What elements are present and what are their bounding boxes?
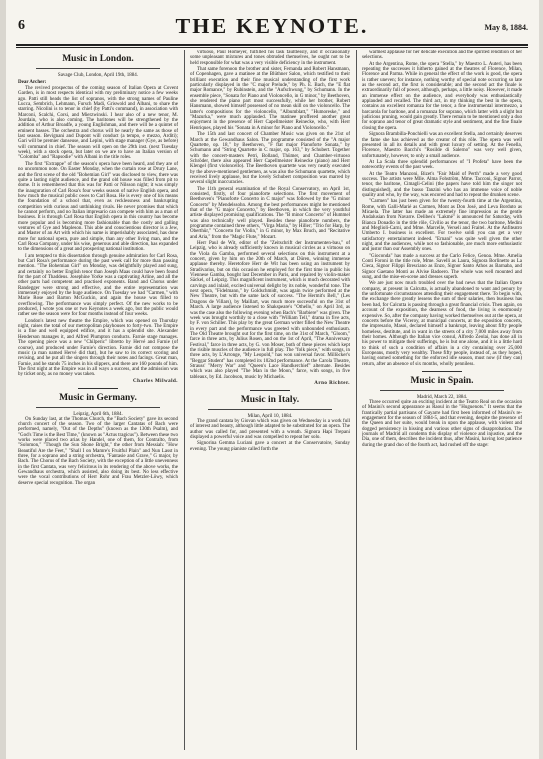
- column-divider: [356, 50, 357, 750]
- heading-rule: [36, 68, 160, 69]
- paragraph: On Sunday last, at the Thomas Church, the "Bach Society" gave its second church concert of the season. Two of the larger Cantatas of Bach were performed, namely, "Out of the Depths" (known as the 130th Psalm), and "God's Time is the Best Time," (known as "Actus tragicus"). Between these two works were placed two arias by Handel, one of them, for Contralto, from "Solomon," "Though the Sun Shone Bright," the other from Messiah: "How Beautiful Are the Feet," "Shall I on Mamre's Fruitful Plain" and Nun Lasst in three, for a soprano and a string orchestra, "Fantasie and Grave," G major, by Bach. The Chorus of the Bach Society, with the exception of a little unevenness in the first Cantata, was very felicitous in its rendering of the above works, the Gewandhaus orchestra, which assisted, also doing its best. No less effective were the vocal contributions of Herr Rohr and Frau Metzler-Löwy, which deserve special recognition. The organ: [18, 416, 178, 486]
- section-rule: [422, 371, 462, 372]
- paragraph: "Gioconda" has made a success at the Carlo Felice, Genoa. Mme. Amelia Conti Foroni in the title role, Mme. Savelli as Laura, Signora Borlinetto as La Cieca, Signor Filippi Bresciano as Enzo, Signor Santo Athos as Barnaba, and Signor Gaetano Monti as Alvise Badoero. The whole was well mounted and sung, and the mise-en-scene and dresses superb.: [362, 253, 522, 281]
- masthead-rule-thin: [16, 47, 528, 48]
- article-heading-spain: Music in Spain.: [410, 375, 474, 386]
- heading-rule: [36, 407, 160, 408]
- section-rule: [78, 388, 118, 389]
- paragraph: Herr Paul de Wit, editor of the "Zeitschrift der Instrumenten-bau," of Leipzig, who is already sufficiently known in musical circles as a virtuoso on the Viola da Gamba, performed several selections on this instrument at a concert, given by him on the 20th of March, at Düren, winning immense applause thereby. Heretofore Herr de Wit has been using an instrument by Stradivarius, but on this occasion he employed for the first time in public his Viennese Gamba, bought last December in Paris, and repaired by violin-maker Säckel, of Leipzig. This magnificent instrument, which is much decorated with carvings and inlaid, excited universal delight by its noble, wonderful tone. The next opera, "Fidelmann," by Goldschmidt, was again twice performed at the New Theatre, but with the same lack of success. "The Hermit's Bell," (Les Dragons de Villars), by Maillart, was much more successful on the 31st of March. A large audience listened to Shakspeare's "Othello," on April 3rd, as was the case also the following evening when Bach's "Barbiere" was given. The week was brought worthily to a close with "William Tell," drama in five acts, by F. von Schiller. This play by the great German writer filled the New Theatre in every part and the performance was greeted with unbounded enthusiasm. The Old Theatre brought out for the first time, on the 31st of March, "Gloom," farce in three acts, by Julius Rosen, and on the 1st of April, "The Anniversary Festival," farce in three acts, by G. von Moser, both of these pieces which kept the risible muscles of the audience in full play. The "folk piece," with songs, in three acts, by L'Arronge, "My Leopold," has won universal favor. Millöcker's "Beggar Student" has completed its 102nd performance. At the Carola Theatre, Strauss' "Merry War" and "Queen's Lace Handkerchief" alternate. Besides which was also played "The Man in the Moon," farce, with songs, in five tableaux, by Ed. Jacobson, music by Michaelis.: [190, 241, 350, 380]
- dateline-germany: Leipzig, April 6th, 1884.: [73, 411, 123, 417]
- signature: Charles Milwald.: [133, 378, 178, 384]
- article-heading-germany: Music in Germany.: [59, 392, 137, 403]
- paragraph: warmest applause for her delicate execution and the spirited rendition of her selections.: [362, 50, 522, 61]
- page-number: 6: [18, 18, 25, 33]
- article-heading-london: Music in London.: [62, 54, 134, 64]
- scan-edge-right: [539, 0, 543, 759]
- heading-rule: [208, 409, 332, 410]
- scan-edge-left: [0, 0, 6, 759]
- paragraph: At La Scala three splendid performances of "I Profeta" have been the noteworthy events of the past week.: [362, 159, 522, 171]
- paragraph: That same forenoon the brother and sister, Fernanda and Robert Hansmann, of Copenhagen, gave a matinee at the Blüthner Salon, which testified to their brilliant execution and their fine musical understanding of the first work particularly displayed in the "C major Prelude," by Ph. E. Bach, the "E flat major Romance," by Rubinstein, and the "Aufschwung," by Schumann. In the ensemble piece, "Sonata for Piano and Violoncello, in G minor," by Beethoven, she rendered the piano part most successfully, while her brother, Robert Hansmann, showed himself possessed of no mean skill on the violoncello. The latter's compositions for the violoncello, "Albumblatt," "Humoreske," and "Mazurka," were much applauded. The matinee proffered another great enjoyment in the presence of Herr Capellmeister Reinecke, who, with Herr Henriques, played his "Sonata in A minor for Piano and Violoncello.": [190, 67, 350, 131]
- masthead: [16, 14, 528, 42]
- paragraph: At the Argentina, Rome, the opera "Stella," by Maestro L. Auteri, has been repeating the successes it hitherto gained at the theatres of Florence, Milan, Florence and Parma. While in general the effect of the work is good, the opera is rather uneven; for instance, nothing worthy of special note occurring so late as the second act, the first is considerable; and the second act the finale is extraordinarily full of power, although, perhaps, a little noisy. However, it made an immense effect on the audience, and everybody was enthusiastically applauded and recalled. The third act, in my thinking the best in the opera, contains an excellent romanza for the tenor, a fine instrumental intermezzo, a barcarola for baritone, and a romanza for soprano, which latter with a slight but judicious pruning, would gain greatly. There remain to be mentioned only a duo for soprano and tenor of great dramatic style and sentiment, and the fine finale closing the opera.: [362, 61, 522, 131]
- paragraph: The grand cantata by Giovan which was given on Wednesday is a work full of interest and beauty, although little adapted to be substituted for an opera. The author was called for, and presented with a wreath. Signora Hapi Trepani displayed a powerful voice and was compelled to repeat her solo.: [190, 418, 350, 440]
- column-1: [18, 50, 178, 750]
- page-title: THE KEYNOTE.: [175, 14, 369, 38]
- signature: Arno Richter.: [314, 380, 350, 386]
- column-divider: [184, 50, 185, 750]
- paragraph: London's latest new theatre the Empire, which was opened on Thursday night, raises the total of our metropolitan playhouses to forty-two. The Empire is a fine and well equipped edifice, and it has a splendid site. Alexander Henderson manages it, and Alfred Plumpton conducts. Farnie stage manages. The opening piece was a new "Chilperic" libretto by Hervé and Farnie (of course), and produced under Farnie's direction. Farnie did not compose the music (a man named Hervé did that), but he saw to its correct scoring and revising, and he put all the singers through their notes and facings. Great man, Farnie, and he stands 75 inches in his slippers, and there are 160 pounds of him. The first night at the Empire was in all ways a success, and the admission was by ticket only, as no money was taken.: [18, 318, 178, 378]
- heading-rule: [380, 390, 504, 391]
- paragraph: The revived prospectus of the coming season of Italian Opera at Covent Garden, is in most respects identical with my preliminary notice a few weeks ago. Patti still heads the list of sopranos, with the strong names of Pauline Lucca, Sembrich, Lehmann, Fursch Madi, Griswold and Albani, to share the starring. Nicolini is to tenor in chief (by Patti's command), in association with Marconi, Scalchi, Corsi, and Mierzwinski. I hear also of a new tenor, M. Jourdain, who is also coming. The baritones will be strengthened by the addition of Arthur Broadfe, a young Englishman, and there will be a quintet of eminent basses. The orchestra and chorus will be nearly the same as those of last season. Bevignani and Dupont will conduct (a tempo, e mezzo, Arditi); Gari will be premier danseuse, and Lepini, with stage manager (Gye, as before) will command in chief. The season will open on the 29th inst. (next Tuesday week), with a stock opera, but later on we are to have an Italian version of "Colomba" and "Rapsodie" with Albani in the title roles.: [18, 86, 178, 161]
- dateline-london: Savage Club, London, April 19th, 1884.: [57, 73, 139, 78]
- paragraph: The 11th general examination of the Royal Conservatory, on April 1st, consisted, firstly, of four pianoforte selections. The first movement of Beethoven's "Pianoforte Concerto in C major" was followed by the "G minor Concerto" by Mendelssohn. Among the best performances might be mentioned that of the "G major Concerto," by Beethoven, in which the very youthful artiste displayed promising qualifications. The "B minor Concerto" of Hummel was also technically well played. Besides these pianoforte numbers, the programme contained three others, "Virga Maria," by Hiller; "Trio for Harp, by Oberthür," "Concerto for Violin," in G minor, by Max Bruch, and "Recitative and Aria," from the "Magic Flute," Mozart.: [190, 186, 350, 240]
- paragraph: I am tempted to this dissertation through genuine admiration for Carl Rosa, but Carl Rosa's performance during the past week call for more than passing mention. "The Bohemian Girl" on Monday, was delightfully played and sung, and certainly no better English tenor than Joseph Maas could have been found for the part of Thaddeus. Josephine Yorke was a captivating Arline, and all the other parts had competent and practised exponents. Band and Chorus under Randegger were strong and effective, and the entire representation was immensely enjoyed by the huge audience. On Tuesday we had "Carmen," with Marie Rose and Barton McGuckin, and again the house was filled to overflowing. The performance was simply perfect. Of the new works to be produced, I wrote you one or two Keynotes a week ago, but the public would rather see the season were for four months instead of four weeks.: [18, 253, 178, 318]
- paragraph: Signora Brambilla-Ponchielli was an excellent Stella, and certainly deserves the fame she has achieved as the creator of this rôle. The opera was well presented in all its details and with great luxury of setting. At the Fenella, Florence, Maestro Bacchi's "Rosilde di Salerno" was very well given, unfortunately, however, to only a small audience.: [362, 132, 522, 159]
- paragraph: Signorina Gemma Luciani gave a concert at the Conservatoire, Sunday evening. The young pianiste called forth the: [190, 441, 350, 452]
- paragraph: We are just now much troubled over the bad news that the Italian Opera company, at present in Calcutta, is actually abandoned to want and penury by the unfortunate circumstances attending their engagement there. To begin with, the exchange there greatly lessens the sum of their salaries, then business has been bad, for Calcutta is passing through a great financial crisis. Then again, on account of the exposition, the dearness of food, the living is enormously expensive. So, after the company having worked themselves out at the opera, at concerts before the Viceroy, at municipal concerts, at the exposition concerts, the impresario, Masoi, declared himself a bankrupt, leaving about fifty people homeless, destitute, and in want in the streets of a city 7,000 miles away from their homes. Although the Italian vice consul, Alfredo Zeolai, has done all in his power to mitigate their sufferings, he is but one alone, and it is a little hard to think of such a condition of affairs in a city containing over 25,000 Europeans, mostly very wealthy. These fifty people, instead of, as they hoped, having earned something for the enforced idle season, must now (if they can) return, after an absence of six months, wholly penniless.: [362, 281, 522, 367]
- column-3: [362, 50, 522, 750]
- paragraph: Three occurred quite an exciting incident at the Teatro Real on the occasion of Masini's second appearance as Raoul in the "Huguenots." It seems that the frantically partial partisans of Gayarre had first been informed of Masini's re-engagement for the season of 1884-5, and that evening, despite the presence of the Queen and her suite, would break in upon the applause, with violent and dogged persistency in hissing and various other signs of disapprobation. The journals of Madrid all condemn this display of violence and injustice, and the Dia, one of them, describes the incident thus, after Masini, having lost patience during the grand duo of the fourth act, had rushed off the stage:: [362, 399, 522, 448]
- masthead-rule: [16, 44, 528, 46]
- paragraph: "Carmen" has just been given for the twenty-fourth time at the Argentina, Rome, with Galli-Marié as Carmen, Mont as Don José, and Leva Borduto as Micaela. The latter has made an extremely fine impression as the gentle Andalusian from Navarre. Delibes's "Lakmé" is announced for Saturday, with Bianca Donadio in the title rôle, Civilio as the tenor, the two baritone, Medini and Meglioli-Carni, and Mme. Marcelle, Verseli and Fraitel. At the Anfiteatro Umberto I. business is excellent. For twelve soldi you can get a very satisfactory entertainment indeed. "Ernani" was quite well given the other night, and the audiences, while not so fashionable, are much more enthusiastic and justor than our Assembly ones.: [362, 199, 522, 253]
- issue-date: May 8, 1884.: [484, 23, 528, 32]
- paragraph: The 15th and last concert of Chamber Music was given on the 21st of March at the Gewandhaus Salon. The programme consisted of the "A major Quartette, op. 18," by Beethoven, "F flat major Pianoforte Sonata," by Schumann and "String Quartette in C major, op. 163," by Schubert. Together with the concert-masters Petri, Bolland, Thümer, and Chamber-virtuoso Schröder, there also appeared Herr Capellmeister Reinecke (piano) and Herr Klengel (first violoncello). The Beethoven quartette was very neatly executed by the above-mentioned gentlemen, as was also the Schumann quartette, which received lively applause, but the lovely Schubert composition was marred by several slight inaccuracies.: [190, 132, 350, 186]
- paragraph: The first "Extrappe" of the season's opera have been heard, and they are of no uncommon note. On Easter Monday, when the curtain rose at Drury Lane, and the first scene of the old "Bohemian Girl" was disclosed to view, there was quite a lasting night audience, and the grand old house was filled from pit to dome. It is remembered that this was for Patti or Nilsson night; it was simply the inauguration of Carl Rosa's four weeks season of native English opera, and how much the musical public owes to Carl Rosa. He is every one of his means the foundation of a school that, even as recklessness and bankrupting competition with curious and unthinking rivals. He never promises that which he cannot perform, and no Italian impresario can compete with him as a man of business. It is through Carl Rosa that English opera in this country has become more popular and is becoming more fashionable than the costly and galling ventures of Gye and Mapleson. This able and conscientious director is a Jew, and Master of an Art with which his name is imperishably associated, has done more for national opera, pure and simple, than any other living man, and the Carl Rosa Company, under his wise, generous and able direction, has expanded to the dimensions of a great and prospering national institution.: [18, 161, 178, 253]
- salutation: Dear Archer:: [18, 80, 47, 85]
- dateline-spain: Madrid, March 22, 1884.: [416, 394, 468, 400]
- section-rule: [250, 390, 290, 391]
- paragraph: At the Teatro Manzoni, Bizet's "Fair Maid of Perth" made a very good success. The artists were Mlle. Alma Fohström, Mme. Tacconi, Signor Parrot, tenor, the baritone, Cimagli-Celini (the papers have told him the singer not distinguished), and the basso Tanzini who has an immense voice of noble quality and who, by the way, was encored and had to repeat the drunken scene.: [362, 171, 522, 198]
- article-heading-italy: Music in Italy.: [240, 394, 300, 405]
- column-2: [190, 50, 350, 750]
- paragraph: virtuoso, Paul Homeyer, fulfilled his task faultlessly, and if occasionally some unpleasant mixtures and tones obtruded themselves, he ought not to be held responsible for what was a very visible deficiency in the instrument.: [190, 50, 350, 66]
- dateline-italy: Milan, April 10, 1884.: [247, 413, 293, 419]
